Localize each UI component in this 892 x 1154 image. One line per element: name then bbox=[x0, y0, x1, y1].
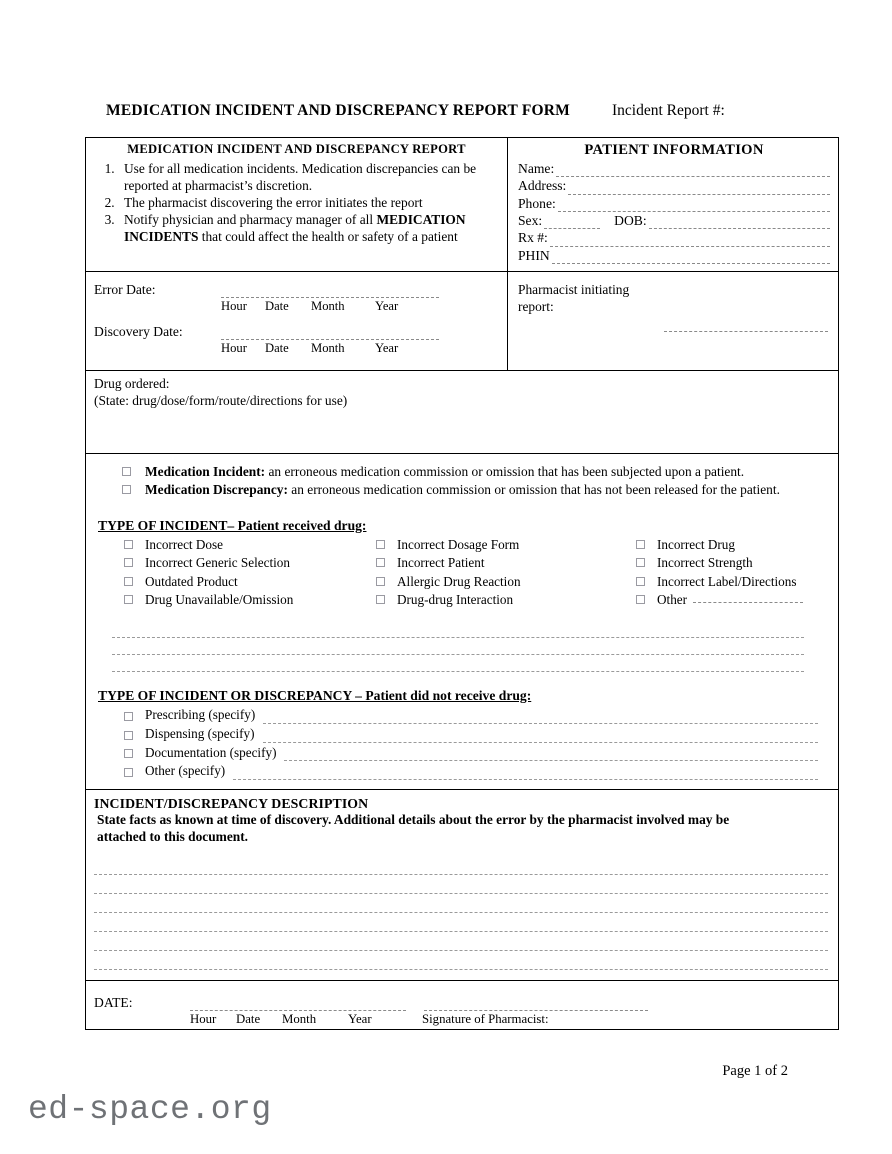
discovery-date-line bbox=[94, 324, 501, 340]
description-blank-lines bbox=[94, 856, 828, 970]
error-date-input[interactable] bbox=[221, 284, 439, 298]
pharmacist-label-line1: Pharmacist initiating bbox=[518, 281, 630, 297]
definition-medication-discrepancy bbox=[122, 481, 828, 498]
description-cell bbox=[86, 790, 838, 980]
error-month-label: Month bbox=[311, 298, 345, 313]
definition-body-discrepancy: an erroneous medication commission or omission that has not been released for the patient. bbox=[287, 482, 780, 498]
instruction-3-part2: that could affect the health or safety of a patient bbox=[198, 229, 458, 245]
checkbox-prescribing[interactable] bbox=[124, 712, 133, 721]
blank-line[interactable] bbox=[94, 951, 828, 970]
error-date-label: Error Date: bbox=[94, 281, 156, 297]
checkbox-row-outdated-product[interactable] bbox=[124, 573, 376, 591]
patient-phone-input[interactable] bbox=[558, 200, 830, 212]
patient-information-heading: PATIENT INFORMATION bbox=[584, 142, 764, 158]
label-other-incident: Other bbox=[657, 592, 688, 608]
error-date-sublabel: Date bbox=[265, 298, 289, 313]
patient-rx-row bbox=[518, 230, 830, 246]
blank-line[interactable] bbox=[94, 932, 828, 951]
checkbox-allergic-drug-reaction[interactable] bbox=[376, 577, 385, 586]
discovery-date-block bbox=[94, 324, 501, 356]
checkbox-drug-drug-interaction[interactable] bbox=[376, 595, 385, 604]
footer-year-label: Year bbox=[348, 1011, 372, 1026]
checkbox-row-other-incident[interactable] bbox=[636, 591, 828, 609]
label-drug-drug-interaction: Drug-drug Interaction bbox=[397, 592, 514, 608]
checkbox-drug-unavailable-omission[interactable] bbox=[124, 595, 133, 604]
instructions-list bbox=[92, 160, 501, 245]
label-drug-unavailable-omission: Drug Unavailable/Omission bbox=[145, 592, 294, 608]
row-description bbox=[86, 790, 838, 981]
blank-line[interactable] bbox=[112, 638, 804, 655]
checkbox-outdated-product[interactable] bbox=[124, 577, 133, 586]
blank-line[interactable] bbox=[112, 621, 804, 638]
incident-received-grid bbox=[124, 536, 828, 609]
checkbox-row-dispensing[interactable] bbox=[124, 725, 828, 743]
patient-name-row bbox=[518, 161, 830, 177]
blank-line[interactable] bbox=[94, 875, 828, 894]
checkbox-row-incorrect-label-directions[interactable] bbox=[636, 573, 828, 591]
label-allergic-drug-reaction: Allergic Drug Reaction bbox=[397, 573, 521, 589]
description-subtext-line2: attached to this document. bbox=[97, 828, 249, 844]
dates-cell bbox=[86, 272, 508, 370]
discovery-date-label: Discovery Date: bbox=[94, 323, 183, 339]
checkbox-incorrect-generic-selection[interactable] bbox=[124, 558, 133, 567]
label-outdated-product: Outdated Product bbox=[145, 573, 238, 589]
patient-phin-input[interactable] bbox=[552, 252, 830, 264]
other-incident-input[interactable] bbox=[693, 591, 803, 603]
page-number: Page 1 of 2 bbox=[722, 1063, 788, 1079]
row-incident-types bbox=[86, 454, 838, 790]
checkbox-dispensing[interactable] bbox=[124, 731, 133, 740]
patient-dob-input[interactable] bbox=[649, 217, 830, 229]
signature-label: Signature of Pharmacist: bbox=[422, 1011, 549, 1026]
blank-line[interactable] bbox=[94, 913, 828, 932]
discovery-year-label: Year bbox=[375, 340, 399, 355]
checkbox-other-specify[interactable] bbox=[124, 768, 133, 777]
patient-sex-dob-row bbox=[518, 213, 830, 229]
row-drug-ordered bbox=[86, 371, 838, 454]
error-year-label: Year bbox=[375, 298, 399, 313]
drug-ordered-label: Drug ordered: bbox=[94, 375, 170, 391]
label-incorrect-dosage-form: Incorrect Dosage Form bbox=[397, 536, 520, 552]
patient-address-row bbox=[518, 178, 830, 194]
spacer bbox=[94, 1012, 190, 1027]
checkbox-medication-incident[interactable] bbox=[122, 467, 131, 476]
row-date-signature bbox=[86, 981, 838, 1029]
checkbox-row-other-specify[interactable] bbox=[124, 762, 828, 780]
definition-term-discrepancy: Medication Discrepancy: bbox=[145, 482, 288, 498]
definition-term-incident: Medication Incident: bbox=[145, 463, 266, 479]
incident-not-received-heading: TYPE OF INCIDENT OR DISCREPANCY – Patient did not receive drug: bbox=[98, 687, 532, 703]
pharmacist-label-line2: report: bbox=[518, 298, 554, 314]
label-dispensing: Dispensing (specify) bbox=[145, 725, 255, 741]
patient-information-cell bbox=[508, 138, 838, 271]
instruction-3-part1: Notify physician and pharmacy manager of all bbox=[124, 212, 377, 228]
patient-address-label: Address: bbox=[518, 178, 567, 194]
error-hour-label: Hour bbox=[221, 298, 247, 313]
definition-body-incident: an erroneous medication commission or omission that has been subjected upon a patient. bbox=[265, 463, 745, 479]
checkbox-row-drug-unavailable-omission[interactable] bbox=[124, 591, 376, 609]
label-incorrect-dose: Incorrect Dose bbox=[145, 536, 223, 552]
patient-sex-label: Sex: bbox=[518, 212, 543, 228]
drug-ordered-cell[interactable] bbox=[86, 371, 838, 453]
prescribing-input[interactable] bbox=[263, 711, 818, 724]
label-other-specify: Other (specify) bbox=[145, 763, 226, 779]
discovery-date-sublabel: Date bbox=[265, 340, 289, 355]
description-subtext-line1: State facts as known at time of discovery. Additional details about the error by the pharmacist involved may be bbox=[97, 812, 730, 828]
instructions-heading: MEDICATION INCIDENT AND DISCREPANCY REPORT bbox=[127, 142, 466, 156]
checkbox-row-incorrect-drug[interactable] bbox=[636, 536, 828, 554]
checkbox-documentation[interactable] bbox=[124, 749, 133, 758]
checkbox-incorrect-patient[interactable] bbox=[376, 558, 385, 567]
row-dates-pharmacist bbox=[86, 272, 838, 371]
checkbox-medication-discrepancy[interactable] bbox=[122, 485, 131, 494]
discovery-date-subheaders bbox=[221, 340, 439, 356]
incident-received-blank-lines bbox=[112, 621, 828, 672]
blank-line[interactable] bbox=[94, 894, 828, 913]
checkbox-row-incorrect-strength[interactable] bbox=[636, 554, 828, 572]
discovery-hour-label: Hour bbox=[221, 340, 247, 355]
error-date-block bbox=[94, 282, 501, 314]
instruction-item-3 bbox=[118, 211, 501, 245]
checkbox-row-incorrect-dose[interactable] bbox=[124, 536, 376, 554]
instructions-cell bbox=[86, 138, 508, 271]
definitions-list bbox=[122, 463, 828, 499]
patient-dob-label: DOB: bbox=[614, 212, 647, 228]
row-instructions-patient bbox=[86, 138, 838, 272]
checkbox-row-documentation[interactable] bbox=[124, 744, 828, 762]
definition-medication-discrepancy-text bbox=[145, 481, 780, 498]
checkbox-row-incorrect-patient[interactable] bbox=[376, 554, 636, 572]
checkbox-row-allergic-drug-reaction[interactable] bbox=[376, 573, 636, 591]
patient-rx-label: Rx #: bbox=[518, 230, 548, 246]
checkbox-row-incorrect-dosage-form[interactable] bbox=[376, 536, 636, 554]
watermark: ed-space.org bbox=[28, 1091, 272, 1128]
documentation-input[interactable] bbox=[284, 748, 818, 761]
other-specify-input[interactable] bbox=[233, 767, 818, 780]
pharmacist-initiating-input[interactable] bbox=[664, 321, 828, 332]
footer-date-input[interactable] bbox=[190, 997, 406, 1011]
blank-line[interactable] bbox=[94, 856, 828, 875]
page-title: MEDICATION INCIDENT AND DISCREPANCY REPORT FORM bbox=[106, 102, 570, 119]
label-incorrect-patient: Incorrect Patient bbox=[397, 555, 485, 571]
blank-line[interactable] bbox=[112, 655, 804, 672]
checkbox-incorrect-label-directions[interactable] bbox=[636, 577, 645, 586]
label-incorrect-label-directions: Incorrect Label/Directions bbox=[657, 573, 797, 589]
label-incorrect-drug: Incorrect Drug bbox=[657, 536, 735, 552]
checkbox-other-incident[interactable] bbox=[636, 595, 645, 604]
definition-medication-incident-text bbox=[145, 463, 744, 480]
label-prescribing: Prescribing (specify) bbox=[145, 706, 256, 722]
form-table bbox=[85, 137, 839, 1030]
checkbox-incorrect-dose[interactable] bbox=[124, 540, 133, 549]
patient-name-label: Name: bbox=[518, 161, 555, 176]
date-signature-cell bbox=[86, 981, 838, 1029]
incident-received-heading: TYPE OF INCIDENT– Patient received drug: bbox=[98, 517, 367, 533]
instruction-item-1: 1. Use for all medication incidents. Medication discrepancies can be reported at pharmacist’s discretion. bbox=[118, 160, 501, 194]
error-date-subheaders bbox=[221, 298, 439, 314]
patient-phin-label: PHIN bbox=[518, 247, 550, 263]
patient-rx-input[interactable] bbox=[550, 235, 830, 247]
footer-hour-label: Hour bbox=[190, 1011, 217, 1026]
dispensing-input[interactable] bbox=[263, 730, 818, 743]
error-date-line bbox=[94, 282, 501, 298]
incident-types-cell bbox=[86, 454, 838, 789]
checkbox-incorrect-strength[interactable] bbox=[636, 558, 645, 567]
footer-month-label: Month bbox=[282, 1011, 317, 1026]
patient-phone-row bbox=[518, 196, 830, 212]
footer-date-row bbox=[94, 995, 828, 1011]
patient-phin-row bbox=[518, 248, 830, 264]
incident-not-received-list bbox=[124, 706, 828, 780]
discovery-date-input[interactable] bbox=[221, 326, 439, 340]
label-incorrect-generic-selection: Incorrect Generic Selection bbox=[145, 555, 290, 571]
pharmacist-initiating-cell bbox=[508, 272, 838, 370]
checkbox-incorrect-drug[interactable] bbox=[636, 540, 645, 549]
label-documentation: Documentation (specify) bbox=[145, 744, 277, 760]
label-incorrect-strength: Incorrect Strength bbox=[657, 555, 753, 571]
checkbox-incorrect-dosage-form[interactable] bbox=[376, 540, 385, 549]
signature-input[interactable] bbox=[424, 997, 648, 1011]
footer-date-label: DATE: bbox=[94, 994, 133, 1010]
footer-date-sublabels bbox=[94, 1011, 828, 1027]
checkbox-row-drug-drug-interaction[interactable] bbox=[376, 591, 636, 609]
instruction-3-emphasis: MEDICATION INCIDENTS bbox=[124, 212, 466, 245]
discovery-month-label: Month bbox=[311, 340, 345, 355]
checkbox-row-incorrect-generic-selection[interactable] bbox=[124, 554, 376, 572]
title-row bbox=[106, 102, 836, 120]
patient-phone-label: Phone: bbox=[518, 195, 556, 211]
definition-medication-incident bbox=[122, 463, 828, 480]
description-heading: INCIDENT/DISCREPANCY DESCRIPTION bbox=[94, 796, 369, 812]
drug-ordered-hint: (State: drug/dose/form/route/directions for use) bbox=[94, 392, 348, 408]
patient-name-input[interactable] bbox=[556, 165, 830, 177]
patient-address-input[interactable] bbox=[568, 183, 830, 195]
instruction-item-2: 2. The pharmacist discovering the error initiates the report bbox=[118, 194, 501, 211]
checkbox-row-prescribing[interactable] bbox=[124, 706, 828, 724]
patient-sex-input[interactable] bbox=[544, 217, 600, 229]
footer-date-sublabel: Date bbox=[236, 1011, 261, 1026]
incident-report-number-label: Incident Report #: bbox=[612, 102, 725, 119]
